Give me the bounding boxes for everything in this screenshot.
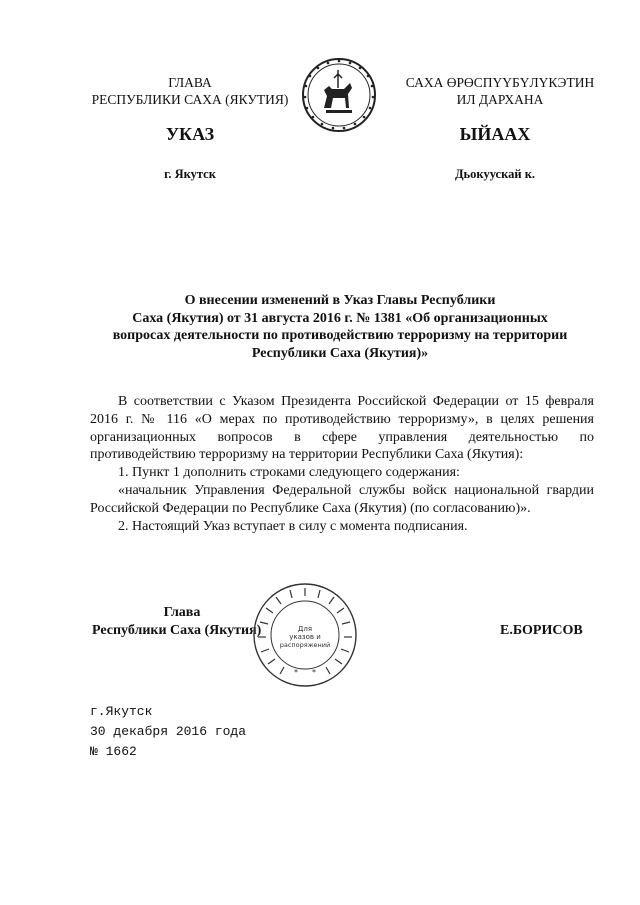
- decree-title: [80, 292, 600, 362]
- footer-number: № 1662: [90, 744, 137, 759]
- quote-paragraph: «начальник Управления Федеральной службы войск национальной гвардии Российской Федерации по Республике Саха (Якутия) (по согласованию)».: [90, 482, 594, 516]
- preamble-paragraph: В соответствии с Указом Президента Российской Федерации от 15 февраля 2016 г. № 116 «О мерах по противодействию терроризму», в целях решения организационных вопросов в сфере управления деятельностью по противодействию терроризму на территории Республики Саха (Якутия):: [90, 394, 594, 463]
- header-right-line2: ИЛ ДАРХАНА: [456, 92, 544, 107]
- city-left: г. Якутск: [164, 167, 216, 181]
- decree-body: [90, 393, 594, 535]
- footer-block: [90, 702, 246, 762]
- stamp-text-3: распоряжений: [279, 641, 331, 649]
- signature-role-line1: Глава: [163, 605, 201, 620]
- coat-of-arms-emblem: [300, 56, 378, 134]
- signature-role-line2: Республики Саха (Якутия): [92, 623, 262, 638]
- header-left: [60, 74, 320, 108]
- official-stamp: [250, 580, 360, 690]
- header-left-line2: РЕСПУБЛИКИ САХА (ЯКУТИЯ): [91, 92, 289, 107]
- doc-type-left: УКАЗ: [165, 124, 215, 144]
- footer-city: г.Якутск: [90, 704, 153, 719]
- city-right: Дьокуускай к.: [454, 167, 536, 181]
- stamp-text-1: Для: [297, 625, 313, 633]
- title-line-3: вопросах деятельности по противодействию терроризму на территории: [112, 328, 568, 343]
- stamp-graphic: [250, 580, 360, 690]
- stamp-text-2: указов и: [289, 633, 321, 641]
- svg-text:*: *: [294, 668, 298, 677]
- header-right-line1: САХА ӨРӨСПҮҮБҮЛҮКЭТИН: [405, 75, 595, 90]
- doc-type-right: ЫЙААХ: [459, 124, 531, 144]
- item-1-paragraph: 1. Пункт 1 дополнить строками следующего содержания:: [118, 465, 460, 481]
- header-right: [375, 74, 625, 108]
- title-line-2: Саха (Якутия) от 31 августа 2016 г. № 1381 «Об организационных: [132, 310, 548, 326]
- signatory-name: Е.БОРИСОВ: [500, 623, 583, 638]
- title-line-1: О внесении изменений в Указ Главы Республики: [184, 293, 496, 308]
- header-left-line1: ГЛАВА: [168, 75, 212, 90]
- title-line-4: Республики Саха (Якутия)»: [251, 345, 429, 361]
- emblem-graphic: [300, 56, 378, 134]
- svg-text:*: *: [312, 668, 316, 677]
- item-2-paragraph: 2. Настоящий Указ вступает в силу с момента подписания.: [118, 518, 468, 534]
- footer-date: 30 декабря 2016 года: [90, 724, 247, 739]
